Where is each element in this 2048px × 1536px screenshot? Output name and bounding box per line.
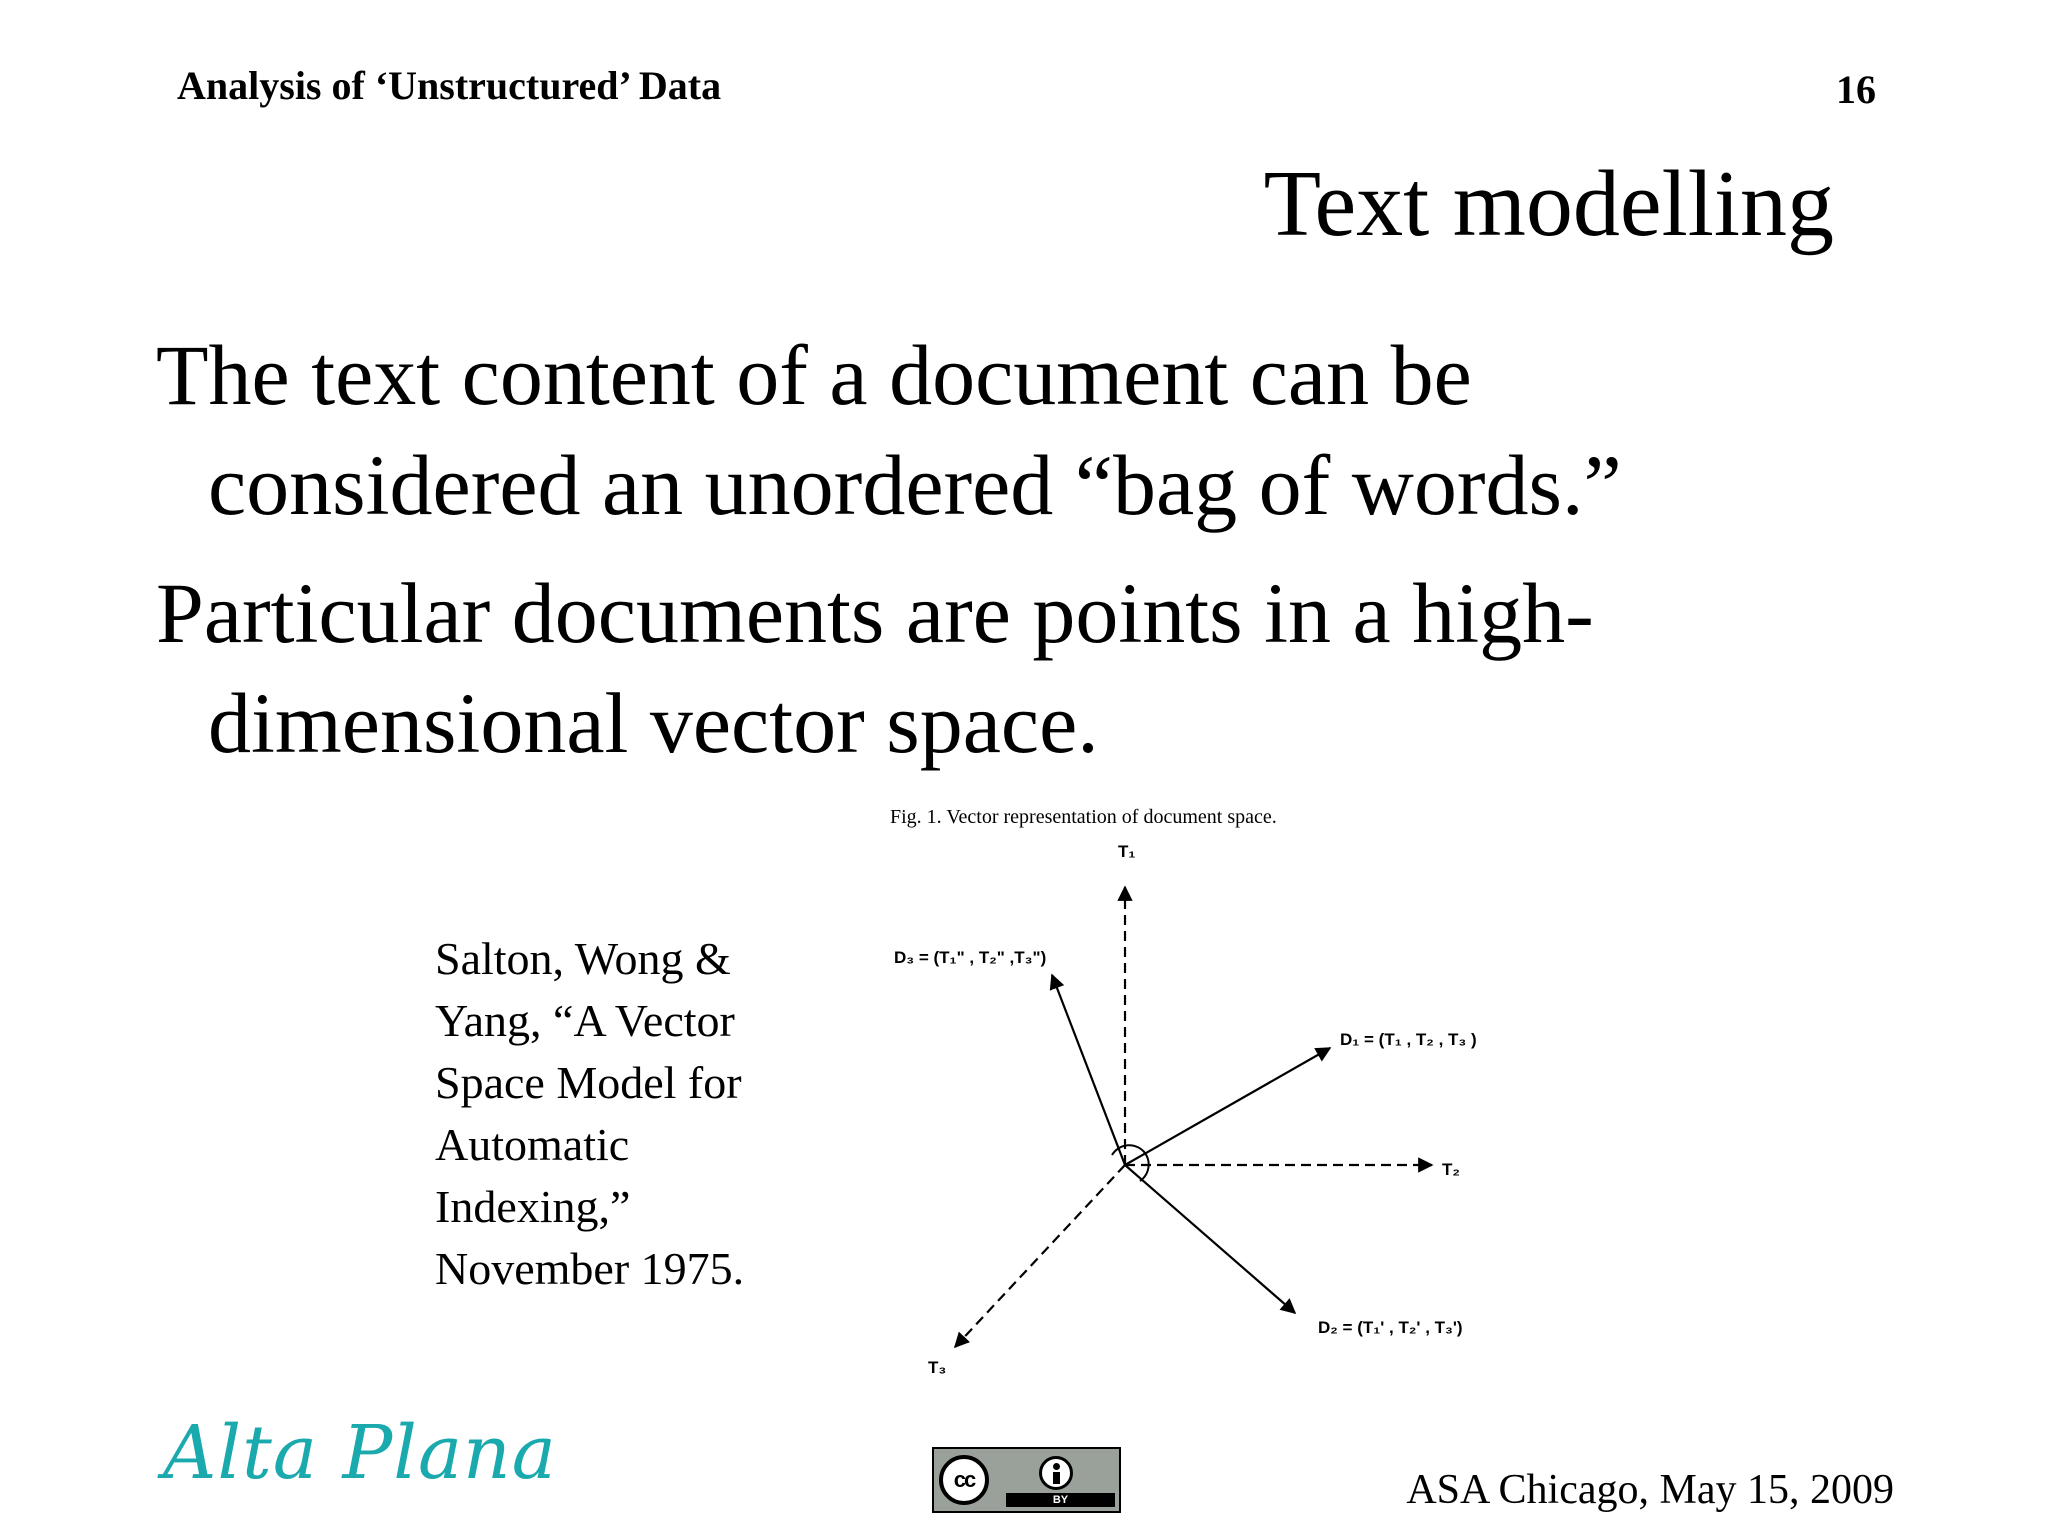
license-by-label: BY <box>1006 1493 1115 1507</box>
vector-d3 <box>1052 975 1125 1165</box>
header-title: Analysis of ‘Unstructured’ Data <box>177 63 722 108</box>
label-t3: T₃ <box>928 1358 947 1377</box>
label-t1: T₁ <box>1118 842 1136 861</box>
cc-by-license-badge[interactable] <box>932 1447 1121 1513</box>
bullet-item: Particular documents are points in a high-dimensional vector space. <box>156 565 1594 771</box>
citation-line: Automatic <box>435 1119 630 1170</box>
page-number: 16 <box>1836 67 1876 112</box>
slide-title: Text modelling <box>1263 152 1834 256</box>
axis-t3 <box>955 1165 1125 1347</box>
bullet-item: The text content of a document can be considered an unordered “bag of words.” <box>156 327 1622 533</box>
label-d2: D₂ = (T₁' , T₂' , T₃') <box>1318 1318 1463 1337</box>
label-d1: D₁ = (T₁ , T₂ , T₃ ) <box>1340 1030 1477 1049</box>
creative-commons-icon: cc <box>939 1455 989 1505</box>
bullet-list <box>156 320 1776 796</box>
citation-line: November 1975. <box>435 1243 745 1294</box>
vector-d2 <box>1125 1165 1295 1313</box>
footer-event: ASA Chicago, May 15, 2009 <box>1406 1467 1894 1513</box>
label-t2: T₂ <box>1442 1160 1460 1179</box>
citation-line: Space Model for <box>435 1057 742 1108</box>
citation <box>435 928 795 1300</box>
vector-space-figure <box>880 795 1540 1395</box>
label-d3: D₃ = (T₁" , T₂" ,T₃") <box>894 948 1047 967</box>
attribution-person-icon <box>1039 1456 1073 1490</box>
citation-line: Salton, Wong & <box>435 933 731 984</box>
figure-caption: Fig. 1. Vector representation of document space. <box>890 806 1277 828</box>
alta-plana-logo: Alta Plana <box>163 1410 557 1496</box>
vector-d1 <box>1125 1048 1330 1165</box>
citation-line: Indexing,” <box>435 1181 631 1232</box>
citation-line: Yang, “A Vector <box>435 995 735 1046</box>
